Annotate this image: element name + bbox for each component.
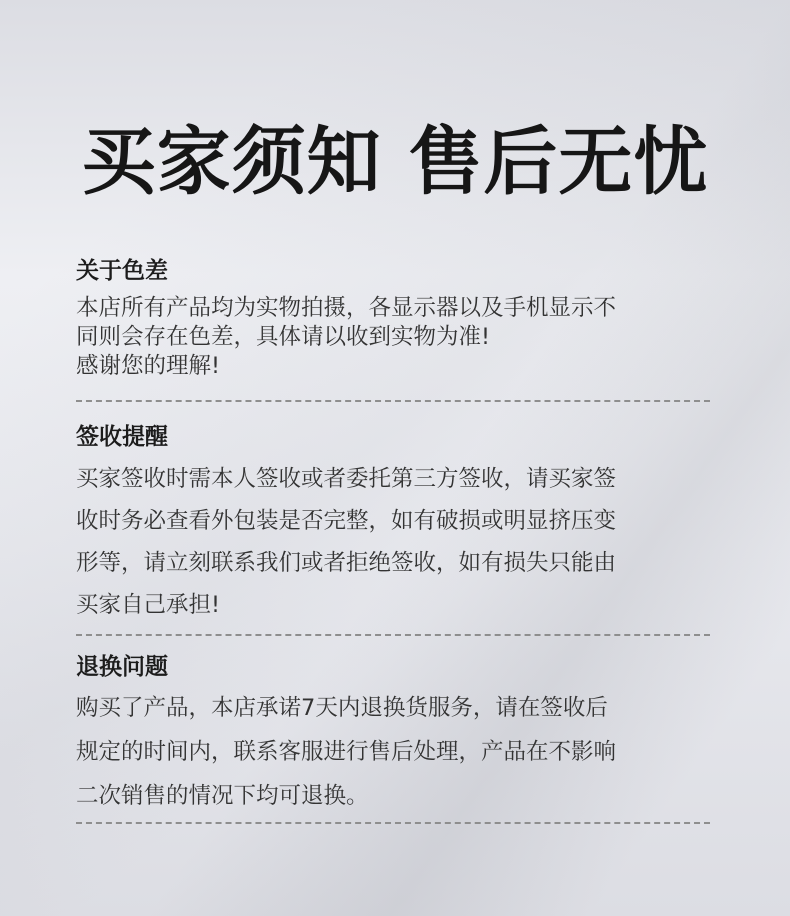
- section-body: 买家签收时需本人签收或者委托第三方签收，请买家签 收时务必查看外包装是否完整，如有破损或明显挤压变 形等，请立刻联系我们或者拒绝签收，如有损失只能由 买家自己承担!: [76, 466, 617, 618]
- section-returns: [76, 652, 711, 818]
- section-body: 本店所有产品均为实物拍摄，各显示器以及手机显示不 同则会存在色差，具体请以收到实物为准! 感谢您的理解!: [76, 295, 617, 379]
- dashed-divider: [76, 400, 710, 402]
- section-heading: 退换问题: [76, 654, 168, 680]
- section-heading: 签收提醒: [76, 424, 168, 450]
- section-heading: 关于色差: [76, 258, 168, 284]
- page-title: 买家须知 售后无忧: [81, 118, 709, 205]
- section-color-difference: [76, 256, 711, 381]
- dashed-divider: [76, 634, 710, 636]
- dashed-divider: [76, 822, 710, 824]
- section-body: 购买了产品，本店承诺7天内退换货服务，请在签收后 规定的时间内，联系客服进行售后处理，产品在不影响 二次销售的情况下均可退换。: [76, 695, 617, 809]
- section-delivery-reminder: [76, 422, 711, 626]
